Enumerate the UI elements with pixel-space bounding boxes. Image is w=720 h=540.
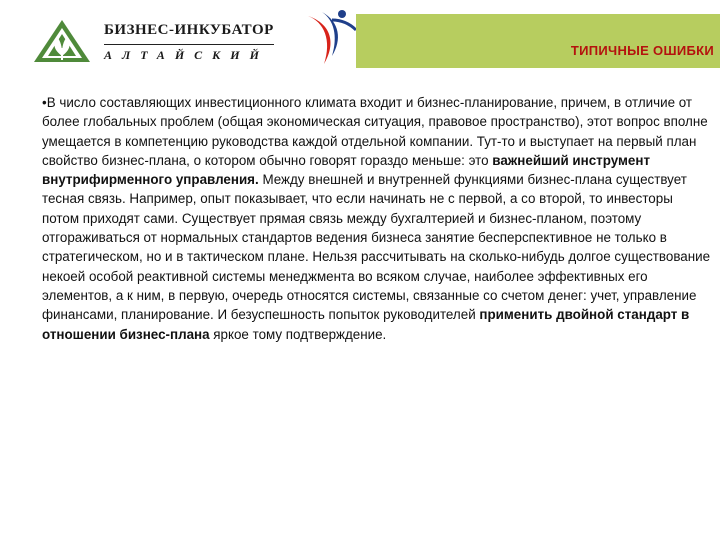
logo <box>28 14 278 68</box>
logo-subtitle: АЛТАЙСКИЙ <box>104 48 269 62</box>
swoosh-figure-icon <box>298 6 362 70</box>
logo-title: БИЗНЕС-ИНКУБАТОР <box>104 22 274 38</box>
title-bar <box>356 14 720 68</box>
slide-body <box>42 93 712 344</box>
leaf-pyramid-icon <box>32 18 92 64</box>
page-title: ТИПИЧНЫЕ ОШИБКИ <box>570 43 714 58</box>
body-paragraph <box>42 93 712 344</box>
text-segment-3: яркое тому подтверждение. <box>209 326 387 342</box>
text-segment-2: Между внешней и внутренней функциями бизнес-плана существует тесная связь. Например, опыт показывает, что если начинать не с первой, а со второй, то инвесторы потом приходят сами. Существует прямая связь между бухгалтерией и бизнес-планом, поэтому отгораживаться от нормальных стандартов ведения бизнеса занятие бесперспективное не только в стратегическом, но и в тактическом плане. Нельзя рассчитывать на сколько-нибудь долгое существование некоей особой реактивной системы менеджмента во всяком случае, наиболее эффективных его элементов, а к ним, в первую, очередь относятся системы, связанные со счетом денег: учет, управление финансами, планирование. И безуспешность попыток руководителей <box>42 172 711 323</box>
header <box>0 0 720 74</box>
logo-divider <box>104 44 274 45</box>
text-segment-1: В число составляющих инвестиционного климата входит и бизнес-планирование, причем, в отличие от более глобальных проблем (общая экономическая ситуация, правовое пространство), этот вопрос вполне умещается в компетенцию руководства каждой отдельной компании. Тут-то и выступает на первый план свойство бизнес-плана, о котором обычно говорят гораздо меньше: это <box>42 95 708 168</box>
bullet: • <box>42 95 47 110</box>
bold-segment-2: применить двойной стандарт в отношении бизнес-плана <box>42 307 690 342</box>
bold-segment-1: важнейший инструмент внутрифирменного управления. <box>42 152 651 188</box>
